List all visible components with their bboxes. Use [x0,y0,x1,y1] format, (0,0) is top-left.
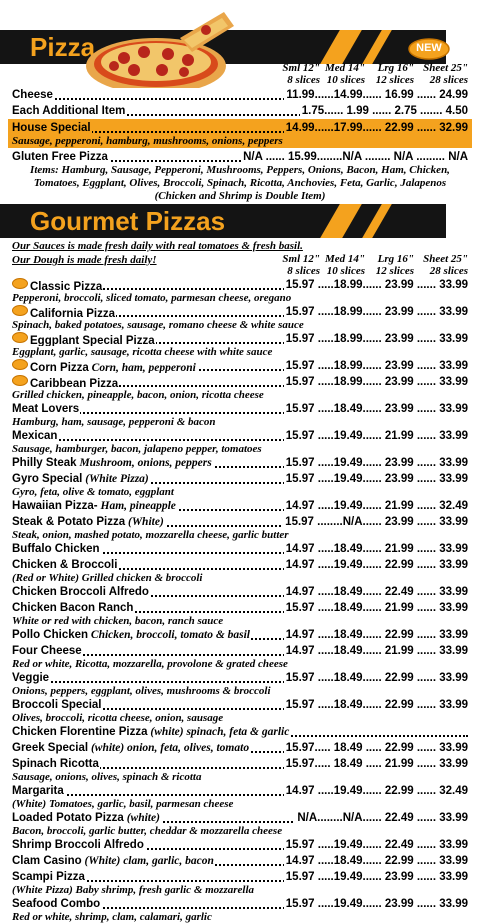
menu-item-name-text: Hawaiian Pizza- [12,500,98,512]
menu-item-prices: 15.97 .....18.99...... 23.99 ...... 33.99 [285,306,468,318]
menu-item-prices: 14.97 .....18.49...... 21.99 ...... 33.99 [285,645,468,657]
menu-item-name-text: Gyro Special [12,473,83,485]
menu-item-name-text: Margarita [12,785,64,797]
menu-item-row [12,558,468,572]
menu-item-row [12,359,468,373]
menu-item-name [12,150,109,164]
new-icon [12,305,28,316]
column-size-1: Sml 12" [282,62,320,74]
menu-item-name [12,854,215,868]
column-slices-1: 8 slices [287,265,320,277]
menu-item-row [12,628,468,642]
menu-item-description: (Red or White) Grilled chicken & broccoli [12,572,203,584]
menu-item-name-text: Cheese [12,89,53,101]
menu-item-prices: 14.97 .....18.49...... 21.99 ...... 33.99 [285,543,468,555]
menu-item-name-text: Caribbean Pizza [30,378,119,389]
column-size-3: Lrg 16" [377,62,414,74]
column-size-1: Sml 12" [282,253,320,265]
menu-item-prices: 14.97 .....18.49...... 22.99 ...... 33.99 [285,629,468,641]
menu-item-name [12,515,165,529]
column-size-4: Sheet 25" [423,253,468,265]
items-note-line-2: Tomatoes, Eggplant, Olives, Broccoli, Spinach, Ricotta, Anchovies, Feta, Garlic, Jalapenos [33,177,447,189]
menu-item-prices: N/A ...... 15.99........N/A ........ N/A ......... N/A [243,151,468,163]
menu-item-prices: 14.97 .....19.49...... 22.99 ...... 32.49 [285,785,468,797]
menu-item-row [12,542,468,556]
menu-item-name [12,757,100,771]
menu-item-description: Steak, onion, mashed potato, mozzarella cheese, garlic butter [12,529,289,541]
menu-item-prices: 15.97 .....19.49...... 23.99 ...... 33.99 [285,457,468,469]
menu-item-name [12,870,86,884]
menu-item-name [12,104,126,118]
menu-item-name [12,88,54,102]
menu-item-description: Gyro, feta, olive & tomato, eggplant [12,486,174,498]
menu-item-prices: 15.97 .....18.99...... 23.99 ...... 33.99 [285,360,468,372]
menu-item-description: (White) Tomatoes, garlic, basil, parmesan cheese [12,798,234,810]
menu-item-row [12,784,468,798]
menu-item-note: Chicken, broccoli, tomato & basil [88,629,251,641]
menu-item-name [12,305,116,319]
menu-item-prices: 15.97..... 18.49 ..... 21.99 ...... 33.99 [285,758,468,770]
menu-item-name-text: House Special [12,122,91,134]
menu-item-row [12,897,468,911]
menu-item-prices: 14.97 .....18.49...... 22.99 ...... 33.99 [285,855,468,867]
menu-item-prices: 14.97 .....18.49...... 22.49 ...... 33.99 [285,586,468,598]
menu-item-description: Onions, peppers, eggplant, olives, mushrooms & broccoli [12,685,271,697]
new-icon [12,359,28,370]
menu-item-prices: 15.97 .....19.49...... 21.99 ...... 33.99 [285,430,468,442]
menu-item-row [12,671,468,685]
menu-item-name-text: Chicken Florentine Pizza [12,726,148,738]
menu-item-prices: 15.97 .....19.49...... 23.99 ...... 33.99 [285,898,468,910]
dough-note: Our Dough is made fresh daily! [12,254,157,266]
menu-item-name [12,698,102,712]
menu-item-row [12,725,468,739]
menu-item-row [12,104,468,118]
menu-item-name [12,644,83,658]
menu-item-prices: 15.97 .....18.49...... 23.99 ...... 33.99 [285,403,468,415]
menu-item-description: Olives, broccoli, ricotta cheese, onion, sausage [12,712,224,724]
column-slices-4: 28 slices [429,74,468,86]
menu-item-note: Mushroom, onions, peppers [76,457,212,469]
menu-item-prices: 15.97 .....18.49...... 22.99 ...... 33.99 [285,672,468,684]
banner-stripe [320,204,362,238]
menu-item-description: Eggplant, garlic, sausage, ricotta cheese with white sauce [12,346,273,358]
menu-item-name-text: Philly Steak [12,457,77,469]
menu-item-row [12,375,468,389]
menu-item-name-text: Chicken Bacon Ranch [12,602,134,614]
house-special-description: Sausage, pepperoni, hamburg, mushrooms, onions, peppers [12,135,283,147]
menu-item-name-text: Gluten Free Pizza [12,151,108,163]
menu-item-prices: 14.99......17.99...... 22.99 ...... 32.99 [285,122,468,134]
menu-item-row [12,499,468,513]
menu-item-description: Pepperoni, broccoli, sliced tomato, parmesan cheese, oregano [12,292,292,304]
menu-item-row [12,429,468,443]
menu-item-name [12,499,177,513]
menu-item-description: Red or white, shrimp, clam, calamari, garlic [12,911,212,923]
menu-item-row [12,88,468,102]
column-size-4: Sheet 25" [423,62,468,74]
new-badge [408,38,450,60]
pizza-section-title: Pizza [30,32,96,62]
menu-item-row [12,150,468,164]
menu-item-name [12,838,145,852]
menu-item-note: (White) clam, garlic, bacon [81,855,214,867]
column-slices-4: 28 slices [429,265,468,277]
menu-item-name [12,278,103,292]
menu-item-row [12,278,468,292]
menu-item-prices: 1.75...... 1.99 ...... 2.75 ....... 4.50 [301,105,468,117]
menu-item-name [12,456,213,470]
column-slices-2: 10 slices [326,265,365,277]
menu-item-name-text: California Pizza [30,308,115,319]
banner-stripe [362,30,392,64]
menu-item-row [12,472,468,486]
menu-item-prices: 15.97..... 18.49 ..... 22.99 ...... 33.99 [285,742,468,754]
menu-item-name-text: Spinach Ricotta [12,758,99,770]
menu-item-name-text: Greek Special [12,742,89,754]
menu-item-description: Spinach, baked potatoes, sausage, romano cheese & white sauce [12,319,304,331]
menu-item-description: Sausage, hamburger, bacon, jalapeno pepper, tomatoes [12,443,262,455]
new-icon [12,375,28,386]
menu-item-name-text: Loaded Potato Pizza [12,812,124,824]
column-slices-1: 8 slices [287,74,320,86]
menu-item-note: Corn, ham, pepperoni [88,362,196,373]
pizza-image [84,8,234,100]
menu-item-row [12,332,468,346]
menu-item-note: (White Pizza) [82,473,149,485]
column-size-2: Med 14" [324,253,365,265]
menu-item-name-text: Seafood Combo [12,898,101,910]
menu-item-name [12,542,101,556]
menu-item-prices: 15.97 .....18.49...... 22.99 ...... 33.99 [285,699,468,711]
menu-item-prices: 11.99......14.99...... 16.99 ...... 24.99 [286,89,468,101]
menu-item-description: Red or white, Ricotta, mozzarella, provolone & grated cheese [12,658,288,670]
menu-item-row [12,121,468,135]
menu-item-note: (white) onion, feta, olives, tomato [88,742,250,754]
menu-item-name [12,811,161,825]
menu-item-name [12,472,150,486]
menu-item-name-text: Scampi Pizza [12,871,85,883]
column-slices-3: 12 slices [375,265,414,277]
menu-item-prices: 15.97 .....18.99...... 23.99 ...... 33.99 [285,279,468,291]
column-size-2: Med 14" [324,62,365,74]
menu-item-note: (white) spinach, feta & garlic [147,726,290,738]
menu-item-name [12,671,50,685]
menu-item-prices: 15.97 .....18.99...... 23.99 ...... 33.99 [285,376,468,388]
menu-item-description: Sausage, onions, olives, spinach & ricotta [12,771,202,783]
menu-item-name-text: Mexican [12,430,58,442]
banner-stripe [362,204,392,238]
menu-item-name [12,725,290,739]
menu-item-prices: 15.97 .....18.99...... 23.99 ...... 33.99 [285,333,468,345]
sauce-note: Our Sauces is made fresh daily with real tomatoes & fresh basil. [12,240,303,252]
menu-item-name-text: Broccoli Special [12,699,102,711]
menu-item-row [12,402,468,416]
menu-item-note: (White) [125,516,164,528]
menu-item-description: Hamburg, ham, sausage, pepperoni & bacon [12,416,216,428]
menu-item-name [12,359,197,373]
menu-item-name [12,601,134,615]
menu-item-row [12,456,468,470]
menu-item-name-text: Clam Casino [12,855,82,867]
menu-item-row [12,515,468,529]
menu-item-prices: 14.97 .....19.49...... 21.99 ...... 32.49 [285,500,468,512]
menu-item-name [12,332,156,346]
column-slices-2: 10 slices [326,74,365,86]
menu-item-name-text: Pollo Chicken [12,629,89,641]
menu-item-row [12,757,468,771]
menu-item-description: Grilled chicken, pineapple, bacon, onion, ricotta cheese [12,389,264,401]
menu-item-name [12,585,150,599]
menu-item-row [12,585,468,599]
banner-stripe [320,30,362,64]
menu-item-name [12,402,80,416]
menu-item-name [12,429,58,443]
menu-item-name-text: Four Cheese [12,645,82,657]
menu-item-name-text: Chicken & Broccoli [12,559,118,571]
menu-item-name-text: Meat Lovers [12,403,80,415]
menu-item-row [12,870,468,884]
menu-item-prices: 14.97 .....19.49...... 22.99 ...... 33.99 [285,559,468,571]
menu-item-row [12,741,468,755]
menu-item-description: Bacon, broccoli, garlic butter, cheddar & mozzarella cheese [12,825,283,837]
column-size-3: Lrg 16" [377,253,414,265]
menu-item-row [12,854,468,868]
new-badge-label: NEW [416,42,442,54]
menu-item-prices: N/A........N/A...... 22.49 ...... 33.99 [297,812,468,824]
menu-item-row [12,644,468,658]
menu-item-note: (white) [123,812,160,824]
menu-item-row [12,601,468,615]
menu-item-name-text: Each Additional Item [12,105,126,117]
new-icon [12,278,28,289]
menu-item-name-text: Eggplant Special Pizza [30,335,155,346]
menu-item-row [12,811,468,825]
menu-item-name-text: Veggie [12,672,50,684]
menu-item-prices: 15.97 .....19.49...... 22.49 ...... 33.99 [285,839,468,851]
menu-item-prices: 15.97 ........N/A...... 23.99 ...... 33.99 [285,516,468,528]
menu-item-name-text: Steak & Potato Pizza [12,516,126,528]
menu-item-name-text: Classic Pizza [30,281,103,292]
menu-item-name-text: Shrimp Broccoli Alfredo [12,839,144,851]
menu-item-name [12,375,119,389]
gourmet-section-title: Gourmet Pizzas [30,206,226,236]
menu-item-description: White or red with chicken, bacon, ranch sauce [12,615,224,627]
menu-item-description: (White Pizza) Baby shrimp, fresh garlic & mozzarella [12,884,255,896]
menu-item-prices: 15.97 .....19.49...... 23.99 ...... 33.99 [285,871,468,883]
menu-item-name [12,741,250,755]
menu-item-name-text: Corn Pizza [30,362,89,373]
menu-item-name-text: Buffalo Chicken [12,543,100,555]
menu-item-name [12,897,101,911]
menu-item-row [12,305,468,319]
menu-item-row [12,698,468,712]
menu-item-prices: 15.97 .....18.49...... 21.99 ...... 33.99 [285,602,468,614]
menu-item-name-text: Chicken Broccoli Alfredo [12,586,149,598]
menu-item-name [12,784,65,798]
items-note-line-1: Items: Hamburg, Sausage, Pepperoni, Mushrooms, Peppers, Onions, Bacon, Ham, Chicken, [30,164,450,176]
menu-item-name [12,121,92,135]
menu-item-name [12,558,118,572]
items-note-line-3: (Chicken and Shrimp is Double Item) [154,190,326,202]
new-icon [12,332,28,343]
menu-item-prices: 15.97 .....19.49...... 23.99 ...... 33.99 [285,473,468,485]
menu-item-row [12,838,468,852]
menu-item-note: Ham, pineapple [97,500,176,512]
gourmet-section-banner [0,204,446,238]
menu-item-name [12,628,251,642]
column-slices-3: 12 slices [375,74,414,86]
